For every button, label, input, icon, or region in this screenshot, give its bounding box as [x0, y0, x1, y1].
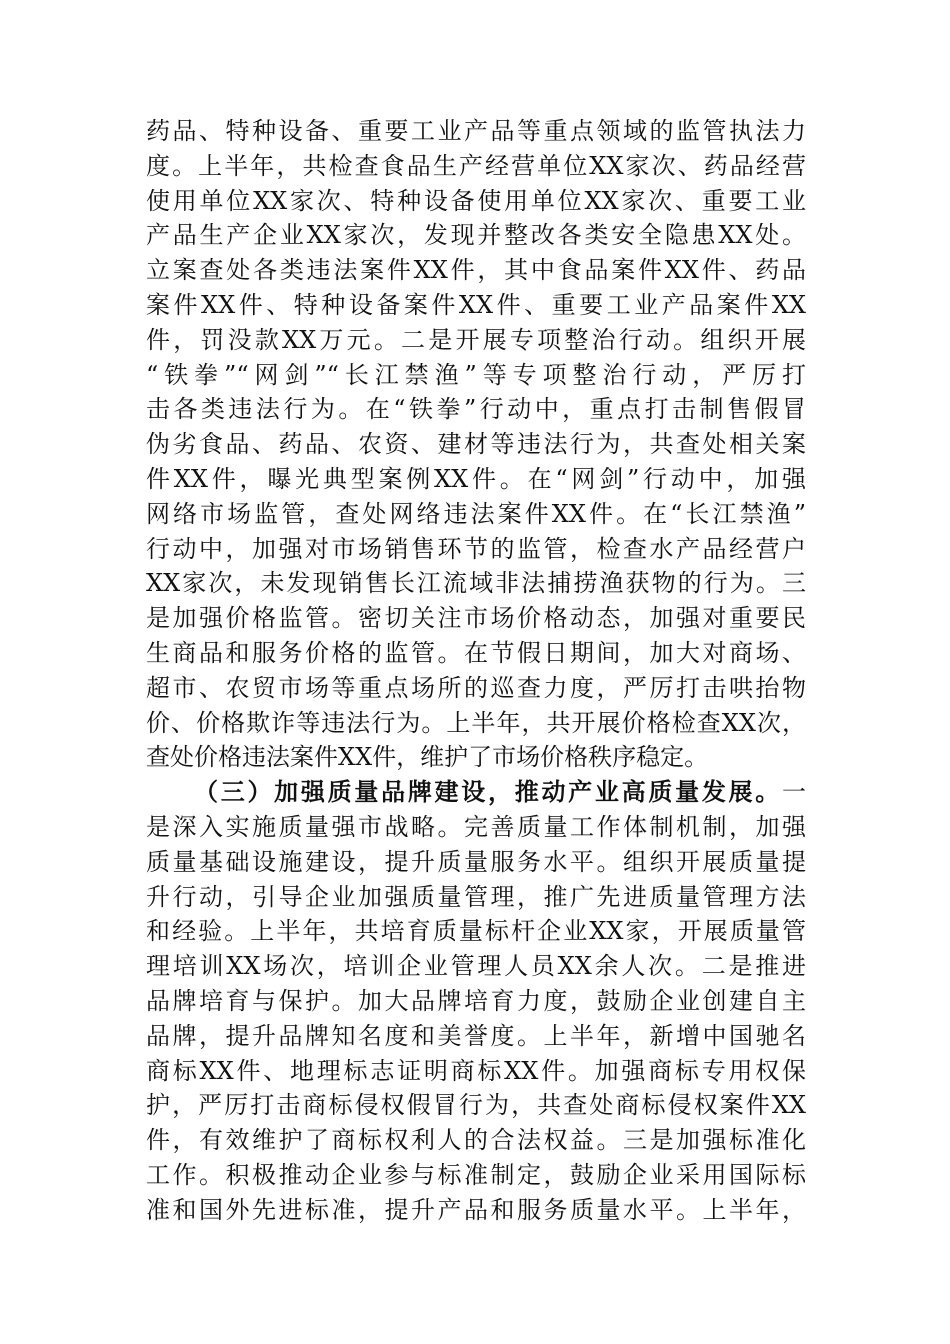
- text-line: XX家次，未发现销售长江流域非法捕捞渔获物的行为。三: [146, 569, 806, 598]
- text-line: 件，有效维护了商标权利人的合法权益。三是加强标准化: [146, 1126, 806, 1155]
- text-line: 伪劣食品、药品、农资、建材等违法行为，共查处相关案: [146, 430, 806, 459]
- text-line: 查处价格违法案件XX件，维护了市场价格秩序稳定。: [146, 743, 709, 772]
- text-line: 理培训XX场次，培训企业管理人员XX余人次。二是推进: [146, 952, 806, 981]
- text-fragment: 一: [782, 778, 806, 807]
- text-line: 使用单位XX家次、特种设备使用单位XX家次、重要工业: [146, 186, 806, 215]
- text-line: 和经验。上半年，共培育质量标杆企业XX家，开展质量管: [146, 917, 806, 946]
- text-line: 品牌，提升品牌知名度和美誉度。上半年，新增中国驰名: [146, 1021, 806, 1050]
- text-line: 产品生产企业XX家次，发现并整改各类安全隐患XX处。: [146, 221, 806, 250]
- text-line: 立案查处各类违法案件XX件，其中食品案件XX件、药品: [146, 256, 806, 285]
- text-line: 网络市场监管，查处网络违法案件XX件。在“长江禁渔”: [146, 499, 806, 528]
- text-line: 件，罚没款XX万元。二是开展专项整治行动。组织开展: [146, 325, 806, 354]
- text-line: 价、价格欺诈等违法行为。上半年，共开展价格检查XX次，: [146, 708, 806, 737]
- text-line: 击各类违法行为。在“铁拳”行动中，重点打击制售假冒: [146, 395, 806, 424]
- text-line: 件XX件，曝光典型案例XX件。在“网剑”行动中，加强: [146, 464, 806, 493]
- text-line: 超市、农贸市场等重点场所的巡查力度，严厉打击哄抬物: [146, 673, 806, 702]
- text-line: 护，严厉打击商标侵权假冒行为，共查处商标侵权案件XX: [146, 1091, 806, 1120]
- text-line: 质量基础设施建设，提升质量服务水平。组织开展质量提: [146, 847, 806, 876]
- text-line: 商标XX件、地理标志证明商标XX件。加强商标专用权保: [146, 1056, 806, 1085]
- section-heading: （三）加强质量品牌建设，推动产业高质量发展。: [194, 777, 782, 807]
- text-line: 生商品和服务价格的监管。在节假日期间，加大对商场、: [146, 638, 806, 667]
- text-line: 升行动，引导企业加强质量管理，推广先进质量管理方法: [146, 882, 806, 911]
- text-line: 行动中，加强对市场销售环节的监管，检查水产品经营户: [146, 534, 806, 563]
- text-line: 准和国外先进标准，提升产品和服务质量水平。上半年，: [146, 1195, 806, 1224]
- text-line: 是深入实施质量强市战略。完善质量工作体制机制，加强: [146, 812, 806, 841]
- document-page: [146, 114, 806, 1228]
- text-line: 药品、特种设备、重要工业产品等重点领域的监管执法力: [146, 117, 806, 145]
- text-line: 是加强价格监管。密切关注市场价格动态，加强对重要民: [146, 604, 806, 633]
- paragraph-quality-brand: [146, 775, 806, 1227]
- text-line: 案件XX件、特种设备案件XX件、重要工业产品案件XX: [146, 290, 806, 319]
- text-line: 度。上半年，共检查食品生产经营单位XX家次、药品经营: [146, 151, 806, 180]
- paragraph-enforcement: [146, 114, 806, 775]
- text-line: 品牌培育与保护。加大品牌培育力度，鼓励企业创建自主: [146, 986, 806, 1015]
- section-heading-line: [146, 775, 806, 810]
- text-line: 工作。积极推动企业参与标准制定，鼓励企业采用国际标: [146, 1160, 806, 1189]
- text-line: “铁拳”“网剑”“长江禁渔”等专项整治行动，严厉打: [146, 360, 806, 389]
